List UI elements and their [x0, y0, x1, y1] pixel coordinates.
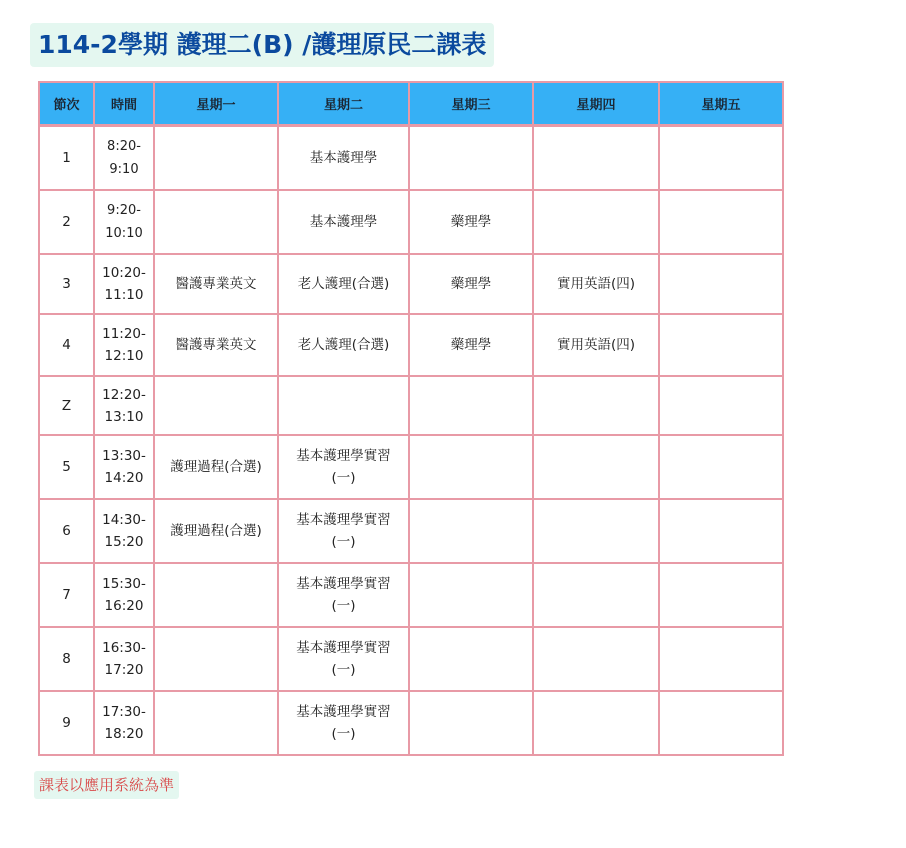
course-suffix: (一): [331, 662, 356, 678]
table-row: [40, 191, 784, 255]
wednesday-cell: [410, 564, 534, 628]
tuesday-cell: [279, 564, 410, 628]
header-monday: 星期一: [155, 83, 279, 127]
time-cell: [95, 500, 155, 564]
table-row: [40, 255, 784, 315]
header-tuesday: 星期二: [279, 83, 410, 127]
wednesday-cell: [410, 127, 534, 191]
table-row: [40, 377, 784, 436]
thursday-cell: [534, 692, 660, 756]
friday-cell: [660, 628, 784, 692]
period-cell: 7: [40, 564, 95, 628]
course-suffix: (一): [331, 598, 356, 614]
tuesday-cell: [279, 628, 410, 692]
time-start: 14:30-: [102, 512, 146, 528]
time-cell: [95, 127, 155, 191]
period-cell: 9: [40, 692, 95, 756]
time-cell: [95, 377, 155, 436]
monday-cell: [155, 692, 279, 756]
tuesday-cell: 基本護理學: [279, 127, 410, 191]
friday-cell: [660, 191, 784, 255]
thursday-cell: [534, 191, 660, 255]
course-suffix: (一): [331, 726, 356, 742]
table-row: [40, 692, 784, 756]
table-row: [40, 564, 784, 628]
period-cell: 8: [40, 628, 95, 692]
time-end: 11:10: [104, 287, 144, 303]
time-cell: [95, 191, 155, 255]
time-start: 17:30-: [102, 704, 146, 720]
time-end: 16:20: [104, 598, 144, 614]
time-start: 16:30-: [102, 640, 146, 656]
period-cell: Z: [40, 377, 95, 436]
thursday-cell: [534, 377, 660, 436]
friday-cell: [660, 255, 784, 315]
time-cell: [95, 692, 155, 756]
thursday-cell: [534, 564, 660, 628]
thursday-cell: 實用英語(四): [534, 315, 660, 377]
tuesday-cell: 老人護理(合選): [279, 315, 410, 377]
course-suffix: (一): [331, 470, 356, 486]
thursday-cell: [534, 436, 660, 500]
header-thursday: 星期四: [534, 83, 660, 127]
wednesday-cell: 藥理學: [410, 255, 534, 315]
tuesday-cell: [279, 692, 410, 756]
wednesday-cell: [410, 628, 534, 692]
course-name: 基本護理學實習: [296, 448, 391, 464]
time-start: 10:20-: [102, 265, 146, 281]
tuesday-cell: [279, 377, 410, 436]
time-end: 17:20: [104, 662, 144, 678]
monday-cell: 醫護專業英文: [155, 255, 279, 315]
friday-cell: [660, 377, 784, 436]
friday-cell: [660, 500, 784, 564]
wednesday-cell: [410, 436, 534, 500]
period-cell: 3: [40, 255, 95, 315]
table-row: [40, 500, 784, 564]
time-start: 8:20-: [107, 139, 141, 154]
course-suffix: (一): [331, 534, 356, 550]
monday-cell: [155, 377, 279, 436]
time-start: 13:30-: [102, 448, 146, 464]
wednesday-cell: [410, 692, 534, 756]
header-period: 節次: [40, 83, 95, 127]
time-start: 15:30-: [102, 576, 146, 592]
monday-cell: [155, 628, 279, 692]
time-cell: [95, 628, 155, 692]
thursday-cell: [534, 628, 660, 692]
tuesday-cell: 基本護理學: [279, 191, 410, 255]
time-end: 13:10: [104, 408, 144, 425]
wednesday-cell: [410, 500, 534, 564]
time-end: 9:10: [109, 162, 139, 177]
table-row: [40, 127, 784, 191]
thursday-cell: 實用英語(四): [534, 255, 660, 315]
period-cell: 4: [40, 315, 95, 377]
period-cell: 2: [40, 191, 95, 255]
course-name: 基本護理學實習: [296, 640, 391, 656]
table-row: [40, 628, 784, 692]
time-start: 11:20-: [102, 326, 146, 342]
monday-cell: 護理過程(合選): [155, 500, 279, 564]
table-row: [40, 436, 784, 500]
wednesday-cell: 藥理學: [410, 315, 534, 377]
friday-cell: [660, 127, 784, 191]
page-title: 114-2學期 護理二(B) /護理原民二課表: [30, 23, 494, 67]
monday-cell: [155, 127, 279, 191]
monday-cell: 護理過程(合選): [155, 436, 279, 500]
course-name: 基本護理學實習: [296, 704, 391, 720]
schedule-table: [38, 81, 784, 756]
header-row: [40, 83, 784, 127]
time-end: 14:20: [104, 470, 144, 486]
thursday-cell: [534, 500, 660, 564]
schedule-note: 課表以應用系統為準: [34, 771, 179, 799]
wednesday-cell: 藥理學: [410, 191, 534, 255]
friday-cell: [660, 436, 784, 500]
time-end: 15:20: [104, 534, 144, 550]
period-cell: 1: [40, 127, 95, 191]
header-wednesday: 星期三: [410, 83, 534, 127]
course-name: 基本護理學實習: [296, 576, 391, 592]
wednesday-cell: [410, 377, 534, 436]
header-time: 時間: [95, 83, 155, 127]
tuesday-cell: [279, 436, 410, 500]
time-end: 18:20: [104, 726, 144, 742]
time-cell: [95, 564, 155, 628]
friday-cell: [660, 315, 784, 377]
period-cell: 6: [40, 500, 95, 564]
monday-cell: 醫護專業英文: [155, 315, 279, 377]
table-row: [40, 315, 784, 377]
header-friday: 星期五: [660, 83, 784, 127]
time-start: 12:20-: [102, 386, 146, 403]
time-end: 12:10: [104, 348, 144, 364]
time-cell: [95, 255, 155, 315]
time-start: 9:20-: [107, 203, 141, 218]
time-cell: [95, 315, 155, 377]
period-cell: 5: [40, 436, 95, 500]
tuesday-cell: [279, 500, 410, 564]
monday-cell: [155, 564, 279, 628]
course-name: 基本護理學實習: [296, 512, 391, 528]
time-end: 10:10: [105, 226, 143, 241]
friday-cell: [660, 564, 784, 628]
tuesday-cell: 老人護理(合選): [279, 255, 410, 315]
time-cell: [95, 436, 155, 500]
monday-cell: [155, 191, 279, 255]
thursday-cell: [534, 127, 660, 191]
friday-cell: [660, 692, 784, 756]
